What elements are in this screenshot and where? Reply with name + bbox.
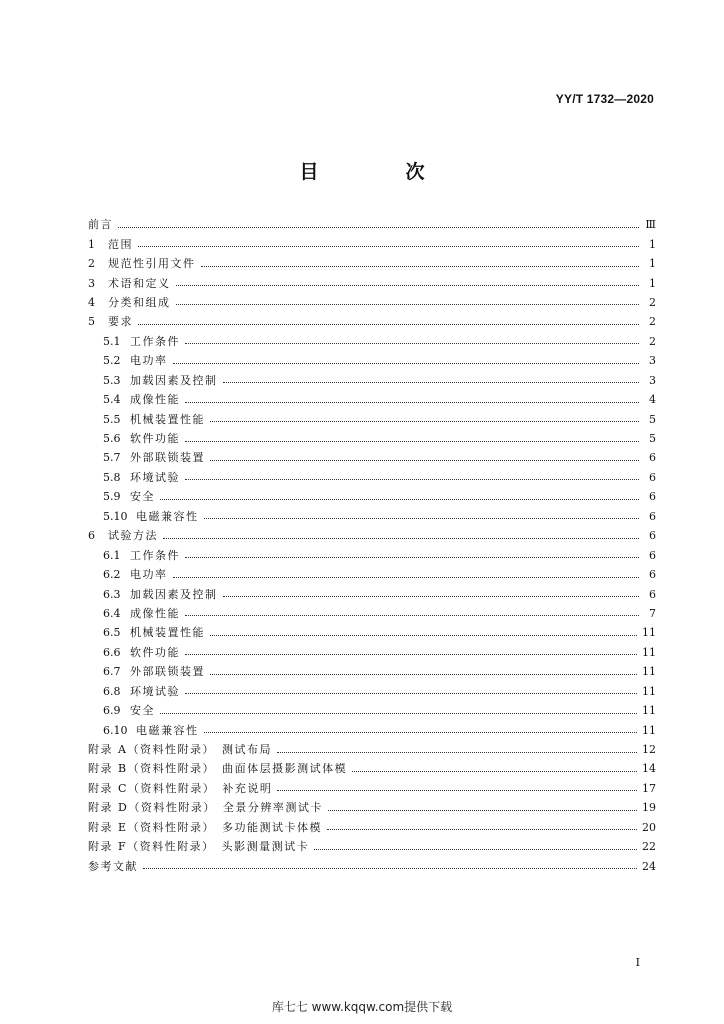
dot-leader (314, 848, 637, 850)
dot-leader (185, 478, 639, 480)
toc-entry[interactable] (88, 682, 656, 701)
toc-entry[interactable] (88, 273, 656, 292)
toc-entry-page: 6 (649, 529, 656, 543)
toc-entry-number: 6.8 (103, 684, 121, 698)
dot-leader (201, 265, 640, 267)
toc-entry-page: 11 (642, 723, 656, 737)
toc-entry[interactable] (88, 662, 656, 681)
toc-entry[interactable] (88, 798, 656, 817)
toc-entry-label: 前言 (88, 218, 113, 232)
toc-entry-label: 附录 D（资料性附录） 全景分辨率测试卡 (88, 801, 323, 815)
toc-entry-number: 5.5 (103, 412, 121, 426)
dot-leader (210, 420, 639, 422)
toc-entry-page: Ⅲ (645, 218, 656, 232)
toc-entry-label: 机械装置性能 (130, 412, 205, 426)
dot-leader (327, 828, 637, 830)
toc-entry-label: 成像性能 (130, 606, 180, 620)
toc-entry[interactable] (88, 837, 656, 856)
dot-leader (185, 440, 639, 442)
toc-entry[interactable] (88, 565, 656, 584)
toc-entry-label: 电磁兼容性 (136, 509, 199, 523)
dot-leader (163, 537, 639, 539)
toc-entry-number: 5 (88, 315, 95, 329)
toc-entry[interactable] (88, 584, 656, 603)
dot-leader (185, 342, 639, 344)
toc-entry[interactable] (88, 720, 656, 739)
dot-leader (185, 692, 637, 694)
dot-leader (160, 498, 639, 500)
toc-entry-label: 规范性引用文件 (108, 257, 196, 271)
toc-entry-label: 电功率 (130, 568, 168, 582)
standard-number: YY/T 1732—2020 (555, 92, 654, 106)
toc-entry-label: 安全 (130, 704, 155, 718)
toc-entry[interactable] (88, 409, 656, 428)
toc-entry-label: 外部联锁装置 (130, 665, 205, 679)
toc-entry-number: 5.4 (103, 393, 121, 407)
toc-entry-page: 1 (649, 276, 656, 290)
toc-entry-label: 附录 E（资料性附录） 多功能测试卡体模 (88, 820, 323, 834)
toc-entry-page: 6 (649, 509, 656, 523)
toc-entry-label: 术语和定义 (108, 276, 171, 290)
toc-entry-label: 工作条件 (130, 548, 180, 562)
toc-entry-page: 3 (649, 373, 656, 387)
toc-entry-page: 1 (649, 257, 656, 271)
toc-entry[interactable] (88, 545, 656, 564)
toc-entry-page: 1 (649, 237, 656, 251)
toc-entry-label: 范围 (108, 237, 133, 251)
toc-entry-page: 6 (649, 568, 656, 582)
dot-leader (173, 576, 640, 578)
toc-entry[interactable] (88, 429, 656, 448)
toc-entry[interactable] (88, 779, 656, 798)
toc-entry-label: 外部联锁装置 (130, 451, 205, 465)
toc-entry-page: 11 (642, 684, 656, 698)
dot-leader (185, 556, 639, 558)
toc-entry-page: 22 (642, 840, 656, 854)
toc-entry[interactable] (88, 312, 656, 331)
toc-entry-label: 加载因素及控制 (130, 373, 218, 387)
dot-leader (277, 751, 637, 753)
toc-entry-page: 14 (642, 762, 656, 776)
toc-entry-page: 7 (649, 606, 656, 620)
toc-entry[interactable] (88, 448, 656, 467)
toc-entry-number: 4 (88, 295, 95, 309)
dot-leader (143, 867, 637, 869)
toc-entry-page: 24 (642, 859, 656, 873)
dot-leader (118, 226, 639, 228)
toc-entry-page: 6 (649, 587, 656, 601)
toc-entry-number: 6.1 (103, 548, 121, 562)
toc-entry-page: 11 (642, 665, 656, 679)
toc-entry-number: 6.7 (103, 665, 121, 679)
toc-entry[interactable] (88, 701, 656, 720)
toc-entry-page: 2 (649, 315, 656, 329)
toc-entry-number: 6.9 (103, 704, 121, 718)
toc-entry-label: 安全 (130, 490, 155, 504)
toc-entry-label: 成像性能 (130, 393, 180, 407)
dot-leader (277, 789, 637, 791)
toc-entry[interactable] (88, 818, 656, 837)
dot-leader (176, 284, 640, 286)
toc-entry[interactable] (88, 759, 656, 778)
toc-entry[interactable] (88, 740, 656, 759)
dot-leader (138, 323, 639, 325)
toc-entry-label: 软件功能 (130, 645, 180, 659)
toc-entry-page: 11 (642, 645, 656, 659)
toc-entry-number: 3 (88, 276, 95, 290)
toc-entry-number: 5.8 (103, 470, 121, 484)
download-watermark: 库七七 www.kqqw.com提供下载 (271, 1000, 453, 1014)
dot-leader (210, 673, 637, 675)
toc-entry[interactable] (88, 487, 656, 506)
toc-entry-page: 6 (649, 470, 656, 484)
toc-entry[interactable] (88, 604, 656, 623)
toc-entry-number: 2 (88, 257, 95, 271)
dot-leader (160, 712, 637, 714)
toc-entry-page: 5 (649, 412, 656, 426)
page-folio: I (635, 956, 640, 969)
toc-entry[interactable] (88, 351, 656, 370)
toc-entry[interactable] (88, 643, 656, 662)
toc-entry-label: 加载因素及控制 (130, 587, 218, 601)
dot-leader (176, 303, 640, 305)
dot-leader (223, 381, 640, 383)
toc-entry-number: 5.2 (103, 354, 121, 368)
toc-entry[interactable] (88, 390, 656, 409)
toc-entry-number: 6.3 (103, 587, 121, 601)
toc-entry-page: 6 (649, 548, 656, 562)
toc-entry-label: 机械装置性能 (130, 626, 205, 640)
toc-entry-number: 6.4 (103, 606, 121, 620)
dot-leader (185, 401, 639, 403)
page-title: 目 次 (299, 161, 459, 183)
toc-entry[interactable] (88, 623, 656, 642)
toc-entry-page: 6 (649, 451, 656, 465)
toc-entry-number: 6 (88, 529, 95, 543)
dot-leader (138, 245, 639, 247)
toc-entry-number: 5.1 (103, 334, 121, 348)
toc-entry-page: 19 (642, 801, 656, 815)
dot-leader (210, 459, 639, 461)
toc-entry-number: 6.10 (103, 723, 128, 737)
toc-entry-number: 6.6 (103, 645, 121, 659)
dot-leader (352, 770, 637, 772)
toc-entry-label: 电磁兼容性 (136, 723, 199, 737)
toc-entry-number: 5.7 (103, 451, 121, 465)
dot-leader (223, 595, 640, 597)
toc-entry-page: 11 (642, 626, 656, 640)
toc-entry[interactable] (88, 254, 656, 273)
dot-leader (210, 634, 637, 636)
toc-entry-label: 软件功能 (130, 432, 180, 446)
toc-entry-label: 附录 B（资料性附录） 曲面体层摄影测试体模 (88, 762, 348, 776)
toc-entry-page: 20 (642, 820, 656, 834)
toc-entry-label: 分类和组成 (108, 295, 171, 309)
toc-entry[interactable] (88, 371, 656, 390)
toc-entry-page: 3 (649, 354, 656, 368)
toc-entry-label: 环境试验 (130, 684, 180, 698)
dot-leader (204, 517, 640, 519)
toc-entry[interactable] (88, 293, 656, 312)
toc-entry-label: 附录 C（资料性附录） 补充说明 (88, 781, 273, 795)
toc-entry-page: 5 (649, 432, 656, 446)
toc-entry[interactable] (88, 468, 656, 487)
toc-entry-number: 5.6 (103, 432, 121, 446)
toc-entry[interactable] (88, 856, 656, 875)
toc-entry-label: 试验方法 (108, 529, 158, 543)
dot-leader (173, 362, 640, 364)
dot-leader (185, 614, 639, 616)
toc-entry-label: 附录 F（资料性附录） 头影测量测试卡 (88, 840, 310, 854)
toc-entry-number: 1 (88, 237, 95, 251)
toc-entry[interactable] (88, 507, 656, 526)
dot-leader (204, 731, 638, 733)
toc-entry-page: 6 (649, 490, 656, 504)
toc-entry-page: 11 (642, 704, 656, 718)
toc-entry-page: 12 (642, 743, 656, 757)
toc-entry-number: 6.2 (103, 568, 121, 582)
toc-entry-label: 要求 (108, 315, 133, 329)
toc-entry[interactable] (88, 526, 656, 545)
toc-entry-label: 附录 A（资料性附录） 测试布局 (88, 743, 272, 757)
toc-entry-label: 电功率 (130, 354, 168, 368)
toc-entry-page: 2 (649, 295, 656, 309)
toc-entry[interactable] (88, 215, 656, 234)
toc-entry-label: 工作条件 (130, 334, 180, 348)
toc-entry[interactable] (88, 332, 656, 351)
toc-entry-page: 4 (649, 393, 656, 407)
toc-entry-number: 5.10 (103, 509, 128, 523)
toc-entry[interactable] (88, 234, 656, 253)
dot-leader (328, 809, 637, 811)
toc-entry-number: 6.5 (103, 626, 121, 640)
toc-entry-label: 环境试验 (130, 470, 180, 484)
table-of-contents (88, 215, 656, 876)
toc-entry-label: 参考文献 (88, 859, 138, 873)
toc-entry-number: 5.3 (103, 373, 121, 387)
dot-leader (185, 653, 637, 655)
toc-entry-page: 17 (642, 781, 656, 795)
toc-entry-number: 5.9 (103, 490, 121, 504)
toc-entry-page: 2 (649, 334, 656, 348)
